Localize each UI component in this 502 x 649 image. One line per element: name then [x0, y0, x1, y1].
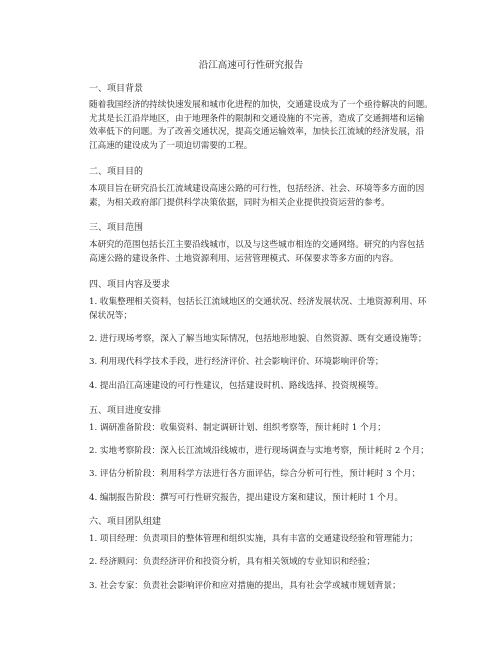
list-item: 1. 项目经理：负责项目的整体管理和组织实施，具有丰富的交通建设经验和管理能力；	[89, 534, 418, 544]
section-heading-content: 四、项目内容及要求	[89, 280, 171, 290]
list-item-line: 保状况等；	[89, 310, 132, 321]
section-heading-team: 六、项目团队组建	[89, 517, 162, 527]
list-item-line: 1. 收集整理相关资料，包括长江流域地区的交通状况、经济发展状况、土地资源利用、环	[89, 297, 427, 307]
list-item: 2. 进行现场考察，深入了解当地实际情况，包括地形地貌、自然资源、既有交通设施等；	[89, 334, 427, 344]
section-body-background	[89, 99, 444, 153]
list-item: 1. 调研准备阶段：收集资料、制定调研计划、组织考察等，预计耗时 1 个月；	[89, 423, 386, 433]
list-item: 2. 实地考察阶段：深入长江流域沿线城市，进行现场调查与实地考察，预计耗时 2 个月；	[89, 446, 429, 456]
section-heading-background: 一、项目背景	[89, 84, 144, 94]
body-line: 素，为相关政府部门提供科学决策依据，同时为相关企业提供投资运营的参考。	[89, 197, 390, 208]
document-title: 沿江高速可行性研究报告	[198, 60, 304, 71]
list-item: 3. 评估分析阶段：利用科学方法进行各方面评估，综合分析可行性，预计耗时 3 个月；	[89, 469, 421, 479]
list-item: 4. 提出沿江高速建设的可行性建议，包括建设时机、路线选择、投资规模等。	[89, 381, 384, 391]
section-heading-schedule: 五、项目进度安排	[89, 406, 162, 416]
list-item: 2. 经济顾问：负责经济评价和投资分析，具有相关领域的专业知识和经验；	[89, 557, 375, 567]
body-line: 尤其是长江沿岸地区，由于地理条件的限制和交通设施的不完善，造成了交通拥堵和运输	[89, 113, 425, 124]
list-item: 3. 社会专家：负责社会影响评价和应对措施的提出，具有社会学或城市规划背景；	[89, 581, 401, 591]
body-line: 本研究的范围包括长江主要沿线城市，以及与这些城市相连的交通网络。研究的内容包括	[89, 240, 425, 250]
section-heading-purpose: 二、项目目的	[89, 167, 144, 177]
body-line: 本项目旨在研究沿长江流域建设高速公路的可行性，包括经济、社会、环境等多方面的因	[89, 184, 425, 194]
list-item: 4. 编制报告阶段：撰写可行性研究报告，提出建设方案和建议，预计耗时 1 个月。	[89, 493, 404, 503]
body-line: 随着我国经济的持续快速发展和城市化进程的加快，交通建设成为了一个亟待解决的问题。	[89, 100, 433, 110]
section-body-purpose	[89, 183, 444, 210]
list-item	[89, 296, 427, 323]
body-line: 高速公路的建设条件、土地资源利用、运营管理模式、环保要求等多方面的内容。	[89, 253, 399, 264]
body-line: 江高速的建设成为了一项迫切需要的工程。	[89, 140, 253, 151]
section-body-scope	[89, 239, 444, 266]
list-item: 3. 利用现代科学技术手段，进行经济评价、社会影响评价、环境影响评价等；	[89, 357, 384, 367]
body-line: 效率低下的问题。为了改善交通状况，提高交通运输效率，加快长江流域的经济发展，沿	[89, 127, 425, 137]
section-heading-scope: 三、项目范围	[89, 223, 144, 233]
